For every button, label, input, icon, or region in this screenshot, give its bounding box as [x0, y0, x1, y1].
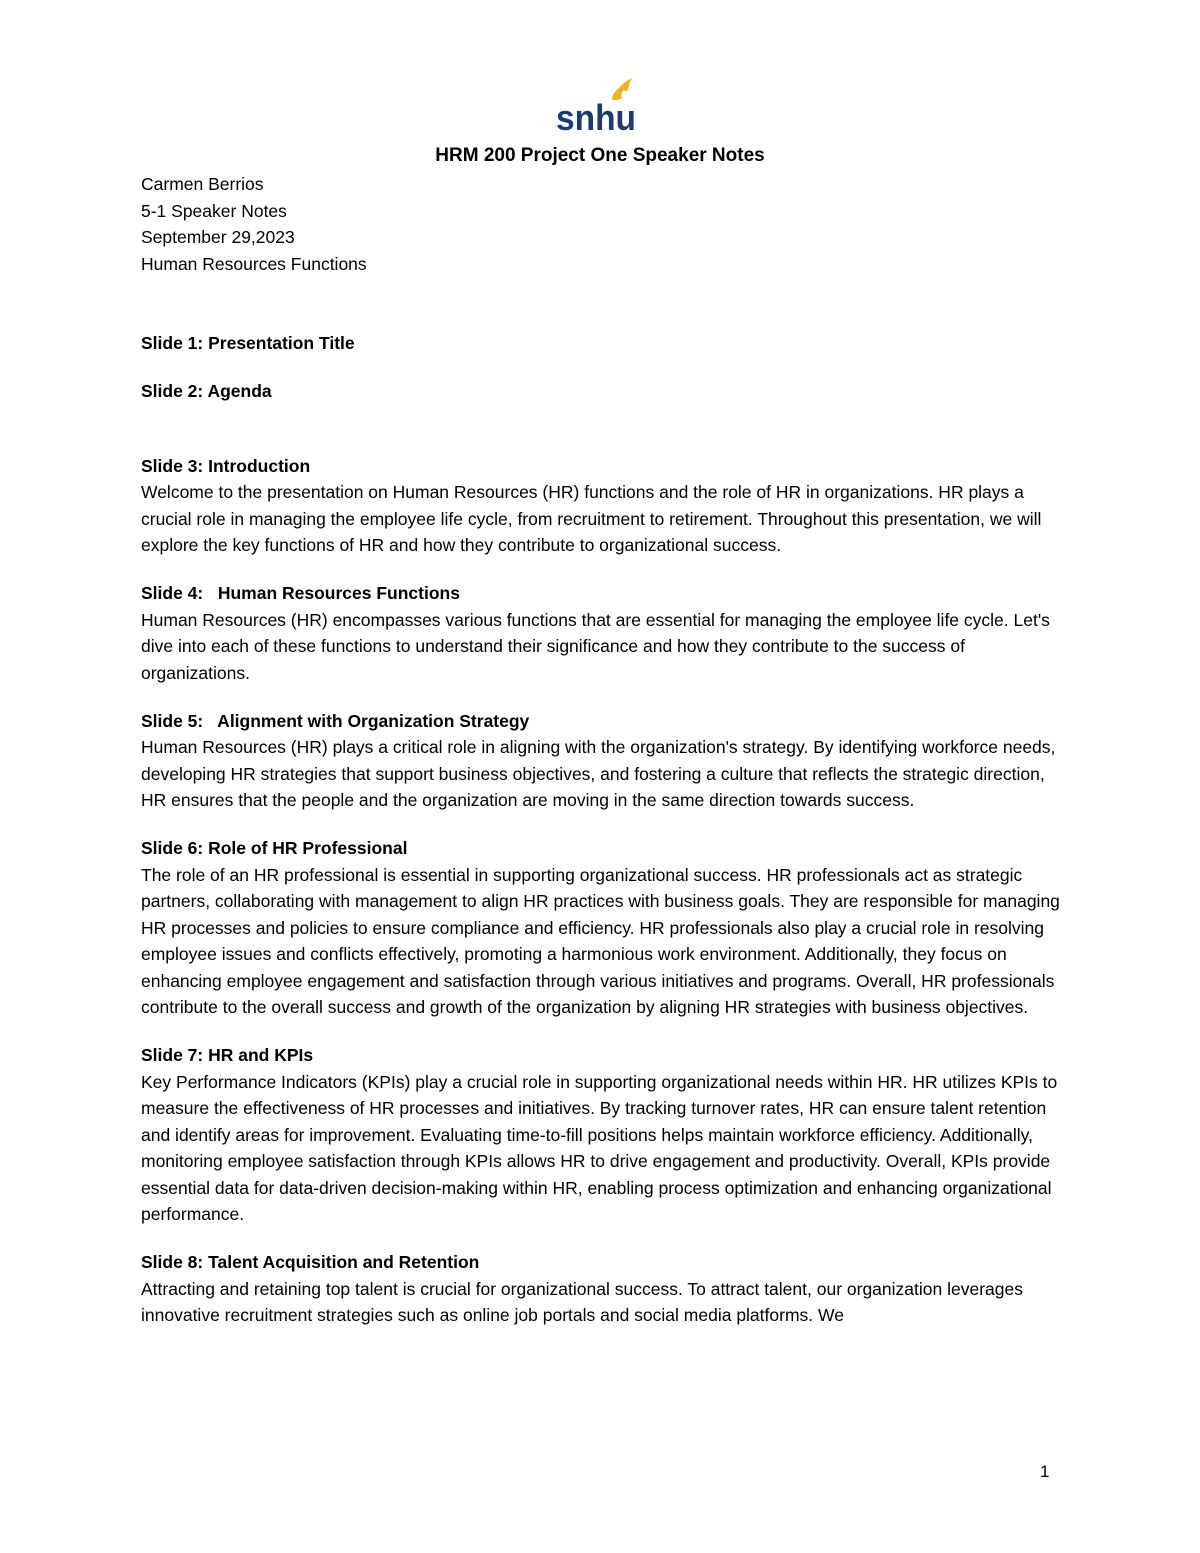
slide-section-1 — [141, 330, 1061, 357]
slide-notes: The role of an HR professional is essential in supporting organizational success. HR professionals act as strategic partners, collaborating with management to align HR practices with business goals. They are responsible for managing HR processes and policies to ensure compliance and efficiency. HR professionals also play a crucial role in resolving employee issues and conflicts effectively, promoting a harmonious work environment. Additionally, they focus on enhancing employee engagement and satisfaction through various initiatives and programs. Overall, HR professionals contribute to the overall success and growth of the organization by aligning HR strategies with business objectives. — [141, 864, 1060, 1017]
slide-section-3 — [141, 453, 1061, 559]
slide-heading: Slide 8: Talent Acquisition and Retention — [141, 1252, 480, 1272]
slide-heading: Slide 4: Human Resources Functions — [141, 583, 460, 603]
document-topic: Human Resources Functions — [141, 253, 367, 274]
slide-heading: Slide 1: Presentation Title — [141, 333, 355, 353]
slide-heading: Slide 2: Agenda — [141, 381, 272, 401]
slide-heading: Slide 3: Introduction — [141, 455, 311, 476]
slide-section-4 — [141, 580, 1061, 686]
slide-section-2 — [141, 378, 1061, 405]
slide-notes: Human Resources (HR) encompasses various functions that are essential for managing the employee life cycle. Let's dive into each of these functions to understand their significance and how they contribute to the success of organizations. — [141, 609, 1050, 683]
assignment-name: 5-1 Speaker Notes — [141, 200, 287, 221]
author-name: Carmen Berrios — [141, 174, 264, 194]
slide-notes: Welcome to the presentation on Human Resources (HR) functions and the role of HR in organizations. HR plays a crucial role in managing the employee life cycle, from recruitment to retirement. Throughout this presentation, we will explore the key functions of HR and how they contribute to organizational success. — [141, 482, 1042, 555]
slide-section-7 — [141, 1042, 1061, 1228]
document-date: September 29,2023 — [141, 227, 295, 247]
slide-notes: Key Performance Indicators (KPIs) play a crucial role in supporting organizational needs within HR. HR utilizes KPIs to measure the effectiveness of HR processes and initiatives. By tracking turnover rates, HR can ensure talent retention and identify areas for improvement. Evaluating time-to-fill positions helps maintain workforce efficiency. Additionally, monitoring employee satisfaction through KPIs allows HR to drive engagement and productivity. Overall, KPIs provide essential data for data-driven decision-making within HR, enabling process optimization and enhancing organizational performance. — [141, 1071, 1058, 1224]
snhu-logo — [556, 74, 640, 134]
document-body — [141, 171, 1061, 1329]
snhu-logo-icon — [556, 74, 640, 134]
slide-notes: Attracting and retaining top talent is crucial for organizational success. To attract talent, our organization leverages innovative recruitment strategies such as online job portals and social media platforms. We — [141, 1278, 1023, 1325]
logo-wordmark: snhu — [556, 97, 636, 134]
slide-notes: Human Resources (HR) plays a critical role in aligning with the organization's strategy. By identifying workforce needs, developing HR strategies that support business objectives, and fostering a culture that reflects the strategic direction, HR ensures that the people and the organization are moving in the same direction towards success. — [141, 737, 1056, 810]
slide-heading: Slide 7: HR and KPIs — [141, 1045, 314, 1065]
slide-section-5 — [141, 708, 1061, 814]
slide-heading: Slide 5: Alignment with Organization Strategy — [141, 710, 530, 731]
slide-section-8 — [141, 1249, 1061, 1329]
page-number: 1 — [1040, 1462, 1050, 1481]
document-title: HRM 200 Project One Speaker Notes — [435, 145, 765, 166]
slide-heading: Slide 6: Role of HR Professional — [141, 838, 408, 858]
slide-section-6 — [141, 835, 1061, 1021]
